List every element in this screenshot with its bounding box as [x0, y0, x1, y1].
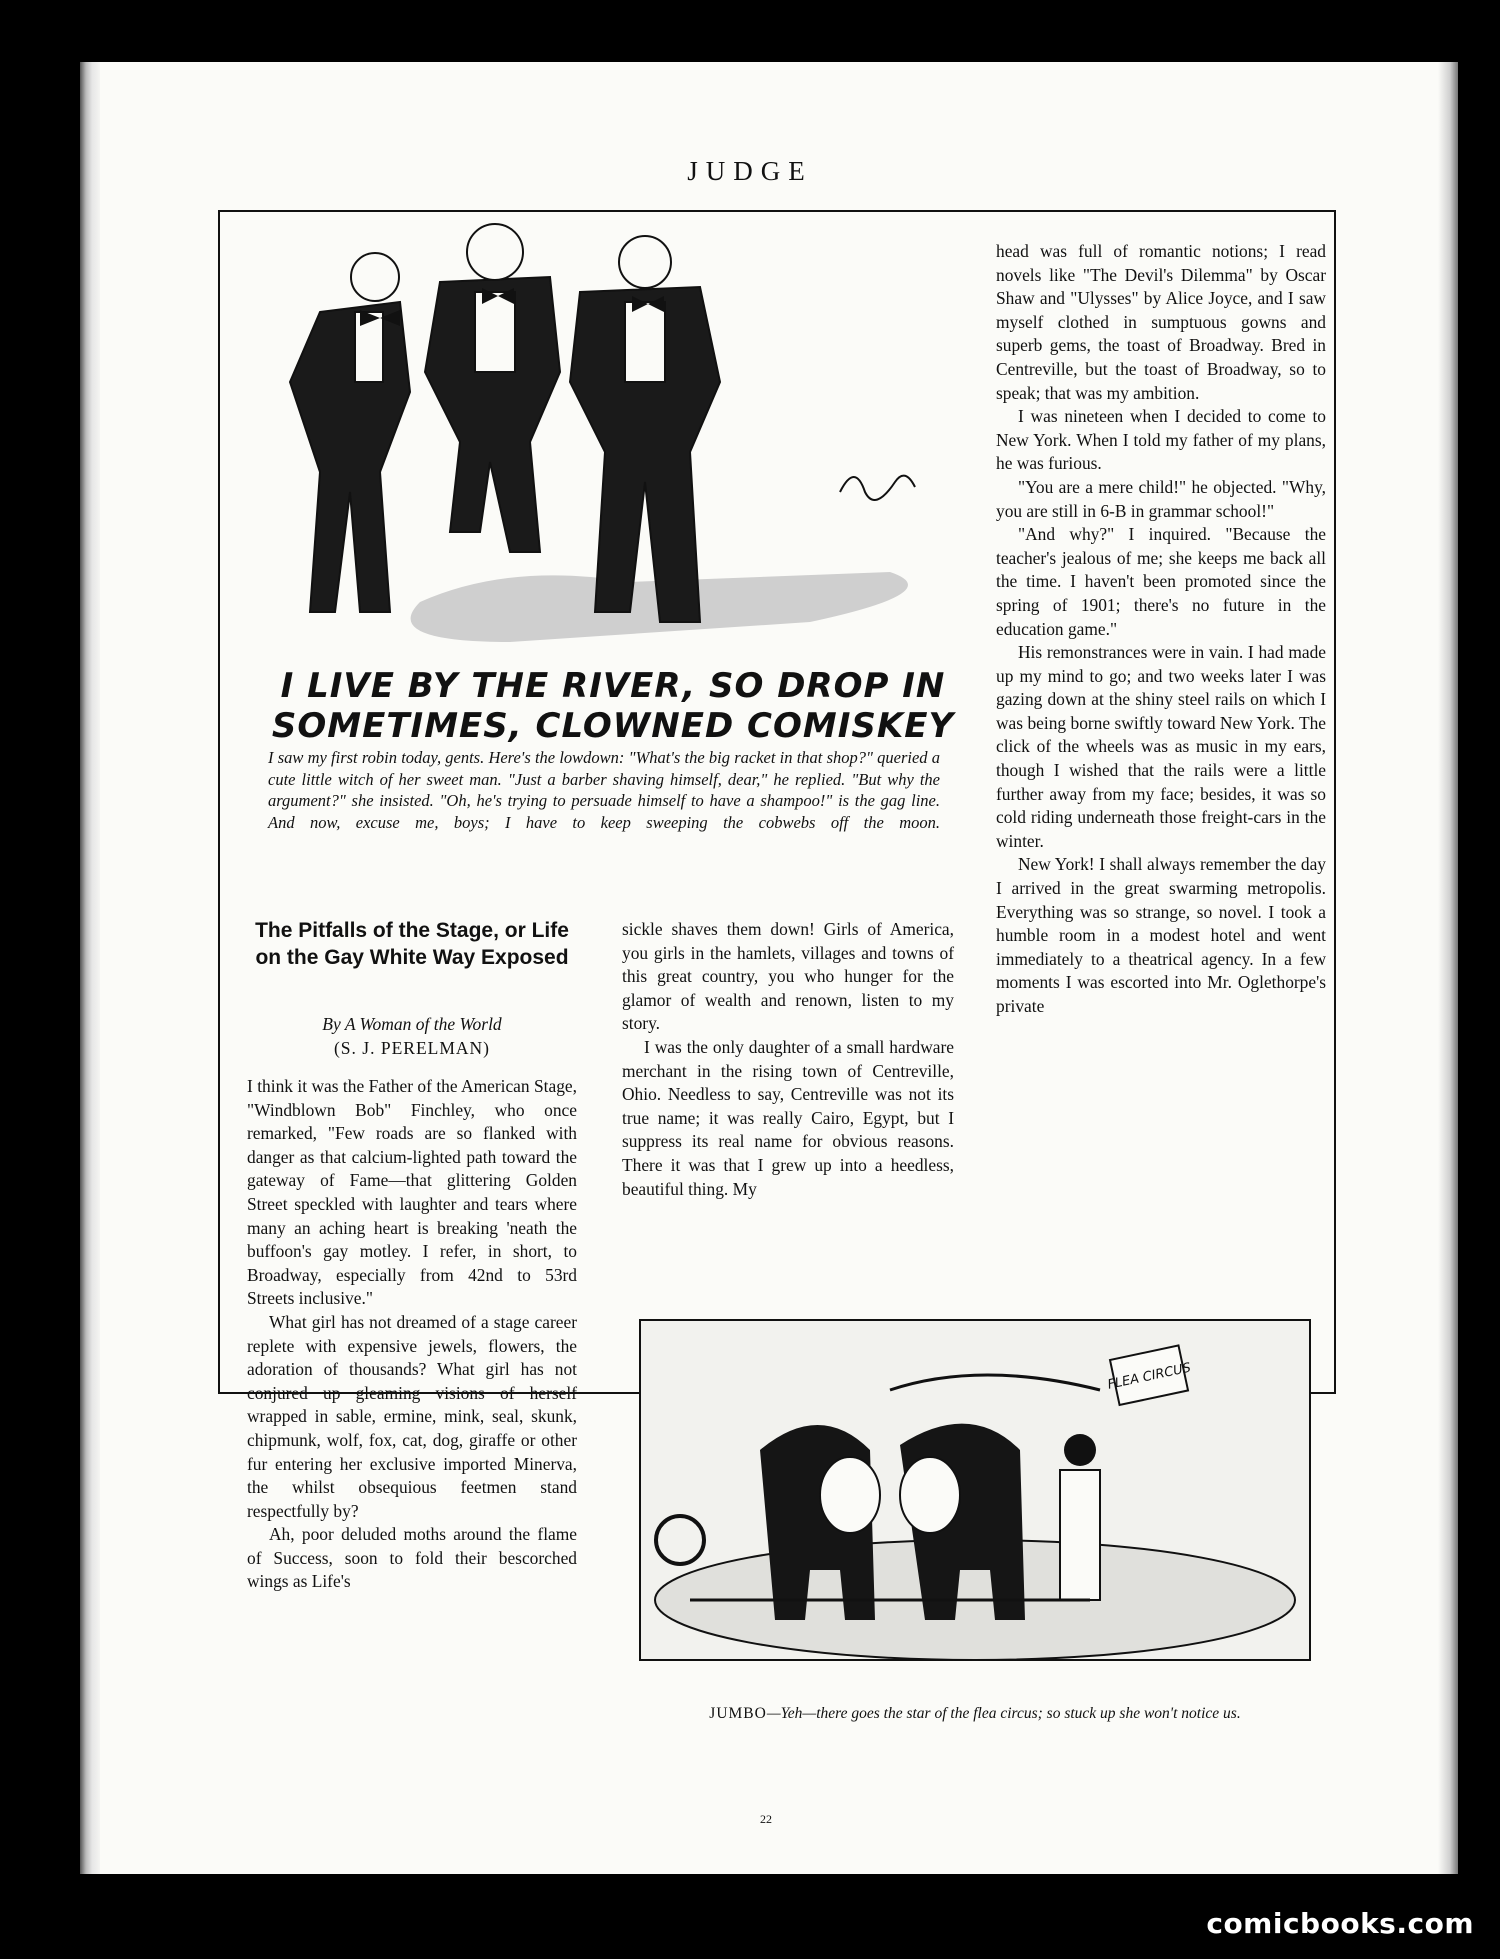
flea-circus-sign: FLEA CIRCUS	[1106, 1360, 1193, 1393]
paragraph: "And why?" I inquired. "Because the teacher's jealous of me; she keeps me back all the time. I haven't been promoted since the spring of 1901; there's no future in the education game."	[996, 524, 1326, 639]
elephants-cartoon	[630, 1300, 1320, 1680]
article-byline	[247, 1012, 577, 1060]
article-title: The Pitfalls of the Stage, or Life on the Gay White Way Exposed	[255, 919, 569, 969]
caption-speaker: JUMBO	[709, 1705, 767, 1722]
author-line: (S. J. PERELMAN)	[333, 1038, 490, 1058]
page-edge	[1438, 62, 1458, 1874]
paragraph: What girl has not dreamed of a stage career replete with expensive jewels, flowers, the adoration of thousands? What girl has not conjured up gleaming visions of herself wrapped in sable, ermine, mink, seal, skunk, chipmunk, wolf, fox, cat, dog, giraffe or other fur entering her exclusive imported Minerva, the whilst obsequious feetmen stand respectfully by?	[247, 1311, 577, 1521]
paragraph: I think it was the Father of the American Stage, "Windblown Bob" Finchley, who once remarked, "Few roads are so flanked with danger as that calcium-lighted path toward the gateway of Fame—that glittering Golden Street speckled with laughter and tears where many an aching heart is breaking 'neath the buffoon's gay motley. I refer, in short, to Broadway, especially from 42nd to 53rd Streets inclusive."	[247, 1076, 577, 1309]
byline-line: By A Woman of the World	[322, 1014, 502, 1034]
article-column-1	[247, 1075, 577, 1594]
page-number: 22	[760, 1812, 772, 1826]
caption-text: —Yeh—there goes the star of the flea circus; so stuck up she won't notice us.	[766, 1705, 1241, 1722]
paragraph: I was nineteen when I decided to come to New York. When I told my father of my plans, he was furious.	[996, 406, 1326, 474]
article-column-2	[622, 918, 954, 1201]
paragraph: I was the only daughter of a small hardware merchant in the rising town of Centreville, Ohio. Needless to say, Centreville was not its true name; it was really Cairo, Egypt, but I suppress its real name for obvious reasons. There it was that I grew up into a heedless, beautiful thing. My	[622, 1036, 954, 1199]
paragraph: "You are a mere child!" he objected. "Why, you are still in 6-B in grammar school!"	[996, 476, 1326, 521]
cartoon-caption	[640, 1703, 1310, 1724]
cartoon-quip: I saw my first robin today, gents. Here's the lowdown: "What's the big racket in that shop?" queried a cute little witch of her sweet man. "Just a barber shaving himself, dear," he replied. "But why the argument?" she insisted. "Oh, he's trying to persuade himself to have a shampoo!" is the gag line. And now, excuse me, boys; I have to keep sweeping the cobwebs off the moon.	[268, 748, 940, 832]
paragraph: His remonstrances were in vain. I had made up my mind to go; and two weeks later I was gazing down at the shiny steel rails on which I was being borne swiftly toward New York. The click of the wheels was as music in my ears, though I wished that the rails were a little further away from my face; besides, it was so cold riding underneath those freight-cars in the winter.	[996, 642, 1326, 851]
tuxedo-men-cartoon	[250, 222, 970, 662]
paragraph: sickle shaves them down! Girls of America, you girls in the hamlets, villages and towns of this great country, you who hunger for the glamor of wealth and renown, listen to my story.	[622, 919, 954, 1034]
magazine-header: JUDGE	[687, 156, 813, 186]
article-column-3	[996, 240, 1326, 1019]
paragraph: head was full of romantic notions; I read novels like "The Devil's Dilemma" by Oscar Shaw and "Ulysses" by Alice Joyce, and I saw myself clothed in sumptuous gowns and superb gems, the toast of Broadway. Bred in Centreville, but the toast of Broadway, so to speak; that was my ambition.	[996, 241, 1326, 403]
cartoon-headline: I LIVE BY THE RIVER, SO DROP IN SOMETIMES, CLOWNED COMISKEY	[271, 666, 955, 746]
watermark: comicbooks.com	[1206, 1907, 1474, 1940]
paragraph: New York! I shall always remember the day I arrived in the great swarming metropolis. Everything was so strange, so novel. I took a humble room in a modest hotel and went immediately to a theatrical agency. In a few moments I was escorted into Mr. Oglethorpe's private	[996, 854, 1326, 1016]
page-binding	[80, 62, 100, 1874]
paragraph: Ah, poor deluded moths around the flame of Success, soon to fold their bescorched wings as Life's	[247, 1524, 577, 1592]
